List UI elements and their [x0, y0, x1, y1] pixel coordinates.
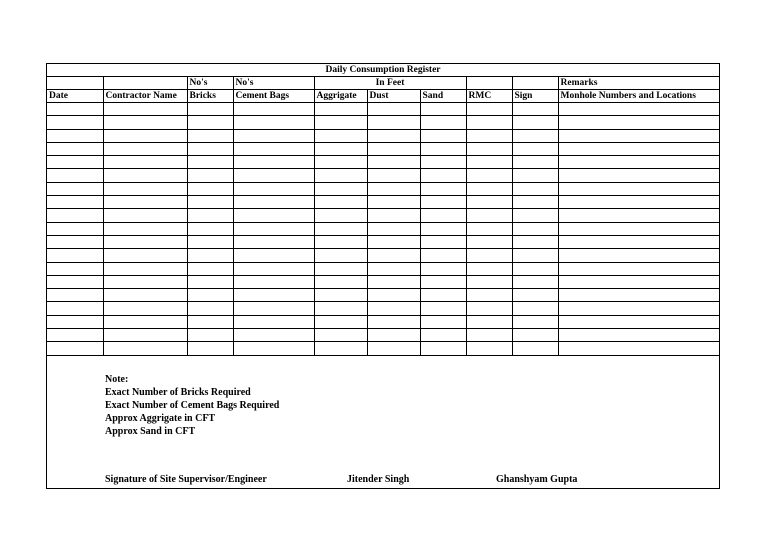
table-cell: [512, 262, 558, 275]
table-cell: [103, 182, 187, 195]
table-cell: [233, 235, 314, 248]
table-cell: [187, 196, 233, 209]
table-row: [47, 342, 719, 355]
table-cell: [367, 182, 420, 195]
signatory-jitender: Jitender Singh: [347, 474, 410, 485]
table-cell: [420, 142, 466, 155]
in-feet-header: In Feet: [314, 77, 466, 90]
table-cell: [558, 169, 719, 182]
table-cell: [187, 329, 233, 342]
supervisor-signature-label: Signature of Site Supervisor/Engineer: [105, 474, 267, 485]
table-cell: [314, 342, 367, 355]
table-cell: [187, 315, 233, 328]
header-blank: [512, 77, 558, 90]
table-cell: [420, 342, 466, 355]
col-header-dust: Dust: [367, 90, 420, 103]
table-cell: [466, 196, 512, 209]
table-cell: [314, 275, 367, 288]
table-cell: [187, 302, 233, 315]
table-cell: [233, 182, 314, 195]
table-row: [47, 196, 719, 209]
table-cell: [103, 142, 187, 155]
table-cell: [314, 129, 367, 142]
table-cell: [103, 275, 187, 288]
notes-heading: Note:: [105, 374, 129, 385]
table-row: [47, 182, 719, 195]
table-cell: [558, 249, 719, 262]
table-cell: [367, 235, 420, 248]
table-cell: [314, 249, 367, 262]
table-cell: [47, 142, 103, 155]
table-cell: [47, 262, 103, 275]
table-cell: [103, 289, 187, 302]
table-cell: [187, 116, 233, 129]
col-header-rmc: RMC: [466, 90, 512, 103]
table-cell: [314, 196, 367, 209]
table-row: [47, 275, 719, 288]
table-row: [47, 329, 719, 342]
consumption-table: [47, 64, 719, 356]
table-cell: [512, 156, 558, 169]
table-cell: [558, 103, 719, 116]
table-cell: [103, 169, 187, 182]
table-cell: [512, 142, 558, 155]
table-cell: [420, 169, 466, 182]
table-cell: [420, 103, 466, 116]
table-cell: [233, 103, 314, 116]
table-cell: [466, 222, 512, 235]
table-cell: [233, 156, 314, 169]
table-row: [47, 169, 719, 182]
table-cell: [466, 315, 512, 328]
col-header-sand: Sand: [420, 90, 466, 103]
table-cell: [187, 262, 233, 275]
table-cell: [314, 222, 367, 235]
table-cell: [512, 235, 558, 248]
table-cell: [420, 235, 466, 248]
table-cell: [466, 169, 512, 182]
table-cell: [466, 329, 512, 342]
table-cell: [47, 342, 103, 355]
table-cell: [47, 222, 103, 235]
table-cell: [233, 116, 314, 129]
table-cell: [512, 275, 558, 288]
table-cell: [512, 302, 558, 315]
table-cell: [103, 222, 187, 235]
table-cell: [233, 289, 314, 302]
table-cell: [314, 289, 367, 302]
table-cell: [233, 329, 314, 342]
table-cell: [233, 209, 314, 222]
table-cell: [512, 116, 558, 129]
table-cell: [314, 169, 367, 182]
table-cell: [103, 342, 187, 355]
table-cell: [558, 129, 719, 142]
table-row: [47, 103, 719, 116]
col-header-locations: Monhole Numbers and Locations: [558, 90, 719, 103]
table-row: [47, 116, 719, 129]
table-cell: [420, 196, 466, 209]
table-cell: [367, 342, 420, 355]
col-header-bricks: Bricks: [187, 90, 233, 103]
col-header-cement: Cement Bags: [233, 90, 314, 103]
table-cell: [47, 182, 103, 195]
table-cell: [466, 235, 512, 248]
table-cell: [466, 289, 512, 302]
table-cell: [103, 116, 187, 129]
table-row: [47, 262, 719, 275]
table-cell: [314, 315, 367, 328]
table-cell: [420, 209, 466, 222]
table-cell: [187, 209, 233, 222]
table-cell: [187, 275, 233, 288]
table-cell: [367, 275, 420, 288]
table-cell: [187, 249, 233, 262]
table-cell: [466, 342, 512, 355]
table-cell: [233, 129, 314, 142]
table-cell: [47, 275, 103, 288]
table-cell: [187, 169, 233, 182]
table-cell: [466, 182, 512, 195]
table-cell: [420, 302, 466, 315]
table-cell: [367, 329, 420, 342]
signature-row: [47, 474, 719, 488]
table-cell: [558, 222, 719, 235]
table-cell: [233, 222, 314, 235]
table-cell: [103, 315, 187, 328]
table-row: [47, 156, 719, 169]
table-cell: [367, 302, 420, 315]
table-cell: [558, 235, 719, 248]
table-cell: [103, 209, 187, 222]
table-cell: [420, 289, 466, 302]
table-cell: [103, 262, 187, 275]
table-cell: [47, 315, 103, 328]
table-cell: [314, 156, 367, 169]
table-cell: [367, 315, 420, 328]
table-cell: [233, 262, 314, 275]
table-cell: [47, 156, 103, 169]
table-cell: [558, 302, 719, 315]
table-cell: [558, 156, 719, 169]
table-cell: [367, 156, 420, 169]
table-cell: [187, 235, 233, 248]
table-row: [47, 235, 719, 248]
table-cell: [233, 342, 314, 355]
header-blank: [103, 77, 187, 90]
table-cell: [314, 262, 367, 275]
table-cell: [466, 275, 512, 288]
table-cell: [233, 142, 314, 155]
table-cell: [233, 169, 314, 182]
table-cell: [558, 315, 719, 328]
table-cell: [187, 142, 233, 155]
remarks-header: Remarks: [558, 77, 719, 90]
table-cell: [187, 289, 233, 302]
cement-unit-header: No's: [233, 77, 314, 90]
table-cell: [558, 342, 719, 355]
table-row: [47, 222, 719, 235]
table-cell: [420, 156, 466, 169]
table-cell: [47, 103, 103, 116]
table-cell: [367, 262, 420, 275]
table-cell: [314, 235, 367, 248]
table-row: [47, 129, 719, 142]
table-cell: [103, 235, 187, 248]
table-cell: [420, 222, 466, 235]
table-cell: [47, 289, 103, 302]
table-cell: [512, 129, 558, 142]
table-cell: [103, 329, 187, 342]
table-cell: [558, 196, 719, 209]
table-cell: [558, 209, 719, 222]
table-row: [47, 209, 719, 222]
register-title: Daily Consumption Register: [47, 64, 719, 77]
table-cell: [103, 129, 187, 142]
note-line: Approx Aggrigate in CFT: [105, 413, 216, 424]
register-sheet: [46, 63, 720, 489]
table-cell: [47, 249, 103, 262]
table-row: [47, 302, 719, 315]
table-cell: [187, 129, 233, 142]
notes-block: [105, 373, 279, 438]
table-cell: [187, 103, 233, 116]
table-cell: [512, 249, 558, 262]
col-header-contractor: Contractor Name: [103, 90, 187, 103]
table-cell: [103, 196, 187, 209]
table-cell: [512, 169, 558, 182]
table-cell: [103, 302, 187, 315]
table-cell: [367, 116, 420, 129]
note-line: Exact Number of Cement Bags Required: [105, 400, 280, 411]
table-cell: [420, 315, 466, 328]
table-cell: [47, 116, 103, 129]
table-cell: [314, 103, 367, 116]
table-row: [47, 289, 719, 302]
table-cell: [512, 315, 558, 328]
table-cell: [47, 196, 103, 209]
table-cell: [420, 129, 466, 142]
table-cell: [466, 116, 512, 129]
table-cell: [558, 275, 719, 288]
note-line: Approx Sand in CFT: [105, 426, 196, 437]
table-cell: [466, 302, 512, 315]
table-cell: [466, 262, 512, 275]
table-cell: [367, 249, 420, 262]
table-cell: [367, 289, 420, 302]
table-cell: [314, 302, 367, 315]
table-cell: [314, 142, 367, 155]
table-cell: [466, 129, 512, 142]
register-rows: [47, 103, 719, 356]
table-cell: [512, 209, 558, 222]
table-cell: [558, 329, 719, 342]
table-cell: [47, 169, 103, 182]
header-blank: [47, 77, 103, 90]
table-cell: [367, 142, 420, 155]
table-cell: [187, 182, 233, 195]
table-cell: [512, 103, 558, 116]
table-cell: [512, 342, 558, 355]
table-cell: [466, 142, 512, 155]
table-cell: [367, 129, 420, 142]
table-cell: [103, 249, 187, 262]
table-cell: [47, 302, 103, 315]
table-cell: [314, 209, 367, 222]
table-cell: [466, 249, 512, 262]
table-cell: [103, 156, 187, 169]
table-cell: [233, 275, 314, 288]
table-cell: [512, 196, 558, 209]
table-cell: [420, 275, 466, 288]
table-cell: [558, 116, 719, 129]
table-cell: [512, 289, 558, 302]
table-cell: [314, 329, 367, 342]
table-cell: [233, 302, 314, 315]
note-line: Exact Number of Bricks Required: [105, 387, 251, 398]
table-cell: [512, 182, 558, 195]
table-cell: [367, 222, 420, 235]
table-cell: [558, 262, 719, 275]
table-row: [47, 142, 719, 155]
table-cell: [187, 222, 233, 235]
table-cell: [420, 182, 466, 195]
table-cell: [512, 329, 558, 342]
table-cell: [512, 222, 558, 235]
bricks-unit-header: No's: [187, 77, 233, 90]
table-cell: [420, 329, 466, 342]
signatory-ghanshyam: Ghanshyam Gupta: [496, 474, 578, 485]
table-cell: [47, 129, 103, 142]
table-cell: [367, 196, 420, 209]
table-cell: [47, 329, 103, 342]
table-cell: [420, 249, 466, 262]
header-blank: [466, 77, 512, 90]
table-cell: [187, 342, 233, 355]
table-cell: [558, 289, 719, 302]
table-cell: [47, 235, 103, 248]
table-row: [47, 315, 719, 328]
table-cell: [47, 209, 103, 222]
table-cell: [314, 182, 367, 195]
table-cell: [314, 116, 367, 129]
col-header-sign: Sign: [512, 90, 558, 103]
table-cell: [466, 103, 512, 116]
table-cell: [466, 156, 512, 169]
table-row: [47, 249, 719, 262]
table-cell: [233, 196, 314, 209]
table-cell: [558, 182, 719, 195]
table-cell: [558, 142, 719, 155]
col-header-aggrigate: Aggrigate: [314, 90, 367, 103]
table-cell: [367, 103, 420, 116]
table-cell: [420, 116, 466, 129]
table-cell: [187, 156, 233, 169]
table-cell: [233, 315, 314, 328]
table-cell: [103, 103, 187, 116]
table-cell: [367, 169, 420, 182]
table-cell: [233, 249, 314, 262]
table-cell: [466, 209, 512, 222]
col-header-date: Date: [47, 90, 103, 103]
table-cell: [420, 262, 466, 275]
table-cell: [367, 209, 420, 222]
